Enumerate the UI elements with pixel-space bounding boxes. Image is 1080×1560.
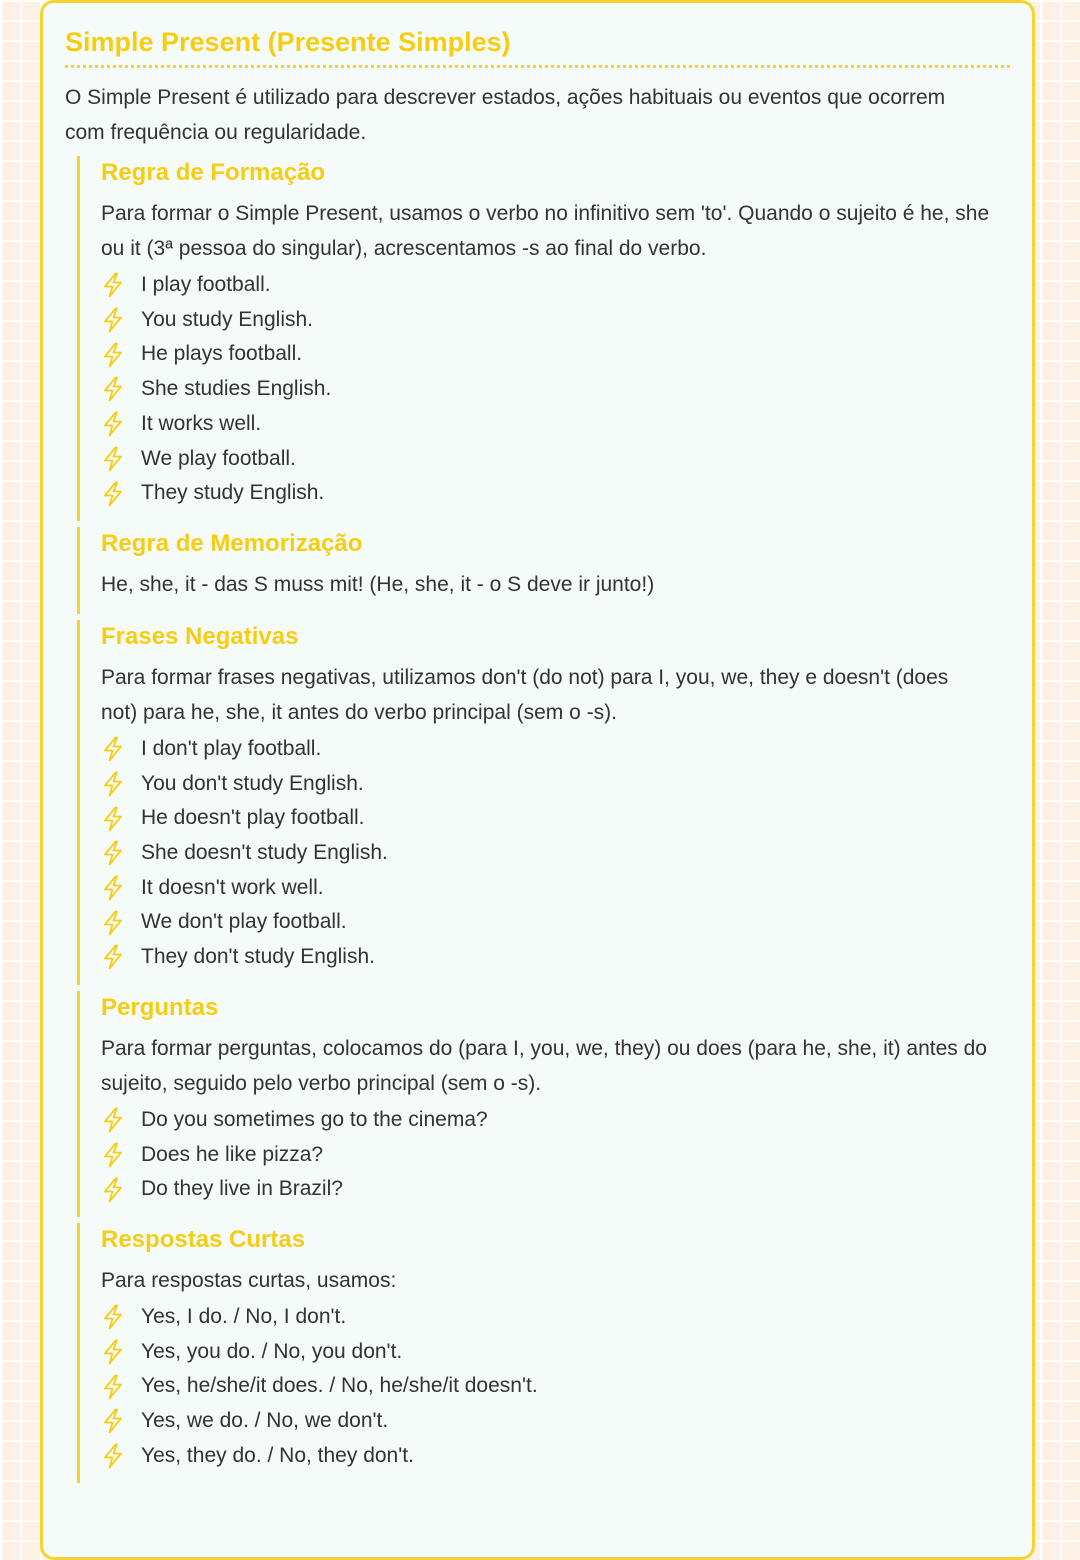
lightning-bolt-icon [101, 1177, 125, 1203]
list-item-text: I play football. [141, 273, 271, 296]
list-item-text: Yes, he/she/it does. / No, he/she/it doesn't. [141, 1374, 538, 1398]
list-item-text: Do they live in Brazil? [141, 1177, 343, 1201]
lightning-bolt-icon [101, 1142, 125, 1168]
list-item [101, 1439, 1010, 1474]
example-list [101, 1300, 1010, 1474]
list-item [101, 1404, 1010, 1439]
lightning-bolt-icon [101, 1107, 125, 1133]
section-heading: Respostas Curtas [101, 1225, 306, 1253]
list-item [101, 303, 1010, 338]
lightning-bolt-icon [101, 376, 125, 402]
list-item [101, 767, 1010, 802]
section-text: He, she, it - das S muss mit! (He, she, it - o S deve ir junto!) [101, 572, 655, 596]
lightning-bolt-icon [101, 1304, 125, 1330]
lightning-bolt-icon [101, 806, 125, 832]
lightning-bolt-icon [101, 875, 125, 901]
section-heading: Frases Negativas [101, 622, 299, 650]
list-item-text: We play football. [141, 446, 296, 470]
content-card [40, 0, 1035, 1560]
list-item-text: Yes, we do. / No, we don't. [141, 1409, 389, 1433]
list-item-text: Does he like pizza? [141, 1142, 324, 1166]
list-item-text: He doesn't play football. [141, 806, 365, 830]
list-item-text: She doesn't study English. [141, 841, 388, 865]
list-item [101, 871, 1010, 906]
section-heading: Perguntas [101, 993, 219, 1021]
lightning-bolt-icon [101, 1408, 125, 1434]
lightning-bolt-icon [101, 771, 125, 797]
section-4 [77, 1223, 1010, 1484]
list-item [101, 940, 1010, 975]
list-item [101, 1172, 1010, 1207]
list-item [101, 1300, 1010, 1335]
list-item-text: It works well. [141, 411, 262, 435]
list-item-text: Yes, they do. / No, they don't. [141, 1443, 414, 1467]
list-item [101, 268, 1010, 303]
lightning-bolt-icon [101, 1374, 125, 1400]
lightning-bolt-icon [101, 411, 125, 437]
list-item [101, 1103, 1010, 1138]
lightning-bolt-icon [101, 736, 125, 762]
list-item [101, 442, 1010, 477]
list-item [101, 337, 1010, 372]
list-item [101, 801, 1010, 836]
list-item [101, 1138, 1010, 1173]
page-title: Simple Present (Presente Simples) [65, 25, 1010, 68]
section-text: Para formar o Simple Present, usamos o verbo no infinitivo sem 'to'. Quando o sujeito é he, she ou it (3ª pessoa do singular), acrescentamos -s ao final do verbo. [101, 202, 990, 260]
list-item [101, 905, 1010, 940]
list-item-text: It doesn't work well. [141, 875, 324, 899]
section-3 [77, 991, 1010, 1217]
section-text: Para formar perguntas, colocamos do (para I, you, we, they) ou does (para he, she, it) antes do sujeito, seguido pelo verbo principal (sem o -s). [101, 1036, 987, 1095]
list-item-text: They don't study English. [141, 945, 375, 969]
section-0 [77, 156, 1010, 521]
list-item-text: Yes, you do. / No, you don't. [141, 1339, 403, 1363]
lightning-bolt-icon [101, 307, 125, 333]
section-1 [77, 527, 1010, 614]
list-item-text: We don't play football. [141, 910, 347, 934]
example-list [101, 1103, 1010, 1207]
sections-container [65, 156, 1010, 1483]
lightning-bolt-icon [101, 342, 125, 368]
list-item-text: You study English. [141, 307, 314, 331]
intro-paragraph: O Simple Present é utilizado para descrever estados, ações habituais ou eventos que ocorrem com frequência ou regularidade. [65, 86, 946, 144]
section-heading: Regra de Memorização [101, 529, 363, 557]
list-item [101, 836, 1010, 871]
lightning-bolt-icon [101, 1339, 125, 1365]
list-item [101, 1335, 1010, 1370]
section-2 [77, 620, 1010, 985]
section-text: Para respostas curtas, usamos: [101, 1268, 397, 1292]
lightning-bolt-icon [101, 1443, 125, 1469]
lightning-bolt-icon [101, 446, 125, 472]
list-item-text: I don't play football. [141, 736, 322, 760]
list-item-text: Do you sometimes go to the cinema? [141, 1107, 488, 1131]
list-item [101, 1369, 1010, 1404]
list-item-text: She studies English. [141, 377, 332, 401]
section-heading: Regra de Formação [101, 159, 326, 186]
list-item-text: You don't study English. [141, 771, 364, 795]
list-item [101, 372, 1010, 407]
list-item [101, 476, 1010, 511]
lightning-bolt-icon [101, 481, 125, 507]
list-item-text: Yes, I do. / No, I don't. [141, 1304, 347, 1328]
example-list [101, 268, 1010, 511]
lightning-bolt-icon [101, 910, 125, 936]
lightning-bolt-icon [101, 944, 125, 970]
lightning-bolt-icon [101, 840, 125, 866]
example-list [101, 732, 1010, 975]
list-item [101, 732, 1010, 767]
section-text: Para formar frases negativas, utilizamos don't (do not) para I, you, we, they e doesn't (does not) para he, she, it antes do verbo principal (sem o -s). [101, 665, 949, 724]
list-item [101, 407, 1010, 442]
list-item-text: They study English. [141, 481, 325, 505]
list-item-text: He plays football. [141, 342, 303, 366]
lightning-bolt-icon [101, 272, 125, 298]
